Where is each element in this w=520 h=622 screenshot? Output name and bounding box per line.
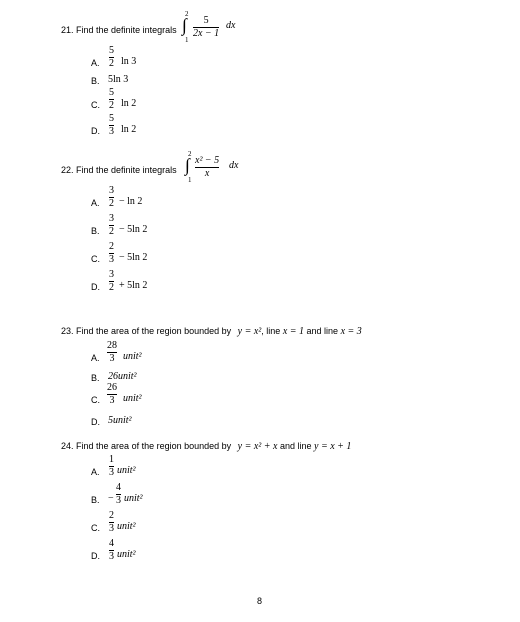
option-text: − 5ln 2 xyxy=(119,252,148,263)
option-text: 5unit² xyxy=(108,415,132,426)
option-fraction: 28 3 xyxy=(107,340,117,364)
lower-limit: 1 xyxy=(185,36,189,44)
option-letter: A. xyxy=(91,353,100,363)
integral-sign: ∫ xyxy=(185,155,190,175)
integrand-fraction xyxy=(193,16,219,39)
option-text: − ln 2 xyxy=(119,196,143,207)
curve-equation: y = x² xyxy=(237,326,262,337)
option-text: unit² xyxy=(117,465,136,476)
option-letter: C. xyxy=(91,100,100,110)
lower-limit: 1 xyxy=(188,176,192,184)
option-text: unit² xyxy=(124,493,143,504)
line-equation-2: x = 3 xyxy=(340,326,362,337)
question-24-stem xyxy=(61,441,351,452)
upper-limit: 2 xyxy=(188,150,192,158)
question-text: Find the area of the region bounded by xyxy=(76,441,232,451)
option-fraction: 4 3 xyxy=(116,482,121,506)
option-text: ln 3 xyxy=(121,56,137,67)
option-letter: A. xyxy=(91,58,100,68)
option-fraction: 4 3 xyxy=(109,538,114,562)
differential: dx xyxy=(226,20,236,31)
numerator: 5 xyxy=(203,15,209,26)
curve-equation: y = x² + x xyxy=(237,441,278,452)
upper-limit: 2 xyxy=(185,10,189,18)
option-fraction: 2 3 xyxy=(109,510,114,534)
option-text: unit² xyxy=(123,393,142,404)
option-fraction: 3 2 xyxy=(109,185,114,209)
option-fraction: 2 3 xyxy=(109,241,114,265)
denominator: x xyxy=(204,168,210,179)
question-text: Find the area of the region bounded by xyxy=(76,326,232,336)
page-number: 8 xyxy=(257,596,263,606)
separator: and line xyxy=(306,326,339,336)
separator: and line xyxy=(280,441,312,451)
option-fraction: 26 3 xyxy=(107,382,117,406)
question-22-stem xyxy=(61,165,177,175)
option-letter: D. xyxy=(91,126,100,136)
separator: , line xyxy=(261,326,281,336)
question-number: 24. xyxy=(61,441,74,451)
option-text: 26unit² xyxy=(108,371,137,382)
question-text: Find the definite integrals xyxy=(76,25,177,35)
option-letter: B. xyxy=(91,226,100,236)
option-fraction: 3 2 xyxy=(109,213,114,237)
option-letter: D. xyxy=(91,551,100,561)
option-letter: D. xyxy=(91,417,100,427)
option-text: ln 2 xyxy=(121,98,137,109)
question-number: 23. xyxy=(61,326,74,336)
option-letter: D. xyxy=(91,282,100,292)
option-text: unit² xyxy=(117,521,136,532)
option-letter: B. xyxy=(91,495,100,505)
question-23-stem xyxy=(61,326,362,337)
question-number: 21. xyxy=(61,25,74,35)
integral-sign: ∫ xyxy=(182,15,187,35)
option-letter: B. xyxy=(91,76,100,86)
option-text: + 5ln 2 xyxy=(119,280,148,291)
question-21-stem xyxy=(61,25,177,35)
question-number: 22. xyxy=(61,165,74,175)
option-letter: C. xyxy=(91,395,100,405)
option-text: − 5ln 2 xyxy=(119,224,148,235)
option-text: unit² xyxy=(123,351,142,362)
option-prefix: − xyxy=(108,493,114,504)
option-fraction: 5 2 xyxy=(109,45,114,69)
line-equation-1: y = x + 1 xyxy=(314,441,352,452)
option-letter: C. xyxy=(91,254,100,264)
option-letter: A. xyxy=(91,467,100,477)
option-text: 5ln 3 xyxy=(108,74,129,85)
denominator: 2x − 1 xyxy=(193,28,220,39)
question-text: Find the definite integrals xyxy=(76,165,177,175)
option-fraction: 5 2 xyxy=(109,87,114,111)
differential: dx xyxy=(229,160,239,171)
option-letter: B. xyxy=(91,373,100,383)
line-equation-1: x = 1 xyxy=(282,326,305,337)
option-fraction: 5 3 xyxy=(109,113,114,137)
option-fraction: 3 2 xyxy=(109,269,114,293)
option-letter: C. xyxy=(91,523,100,533)
integrand-fraction xyxy=(195,156,219,179)
numerator: x² − 5 xyxy=(195,155,220,166)
option-text: ln 2 xyxy=(121,124,137,135)
option-fraction: 1 3 xyxy=(109,454,114,478)
option-text: unit² xyxy=(117,549,136,560)
option-letter: A. xyxy=(91,198,100,208)
